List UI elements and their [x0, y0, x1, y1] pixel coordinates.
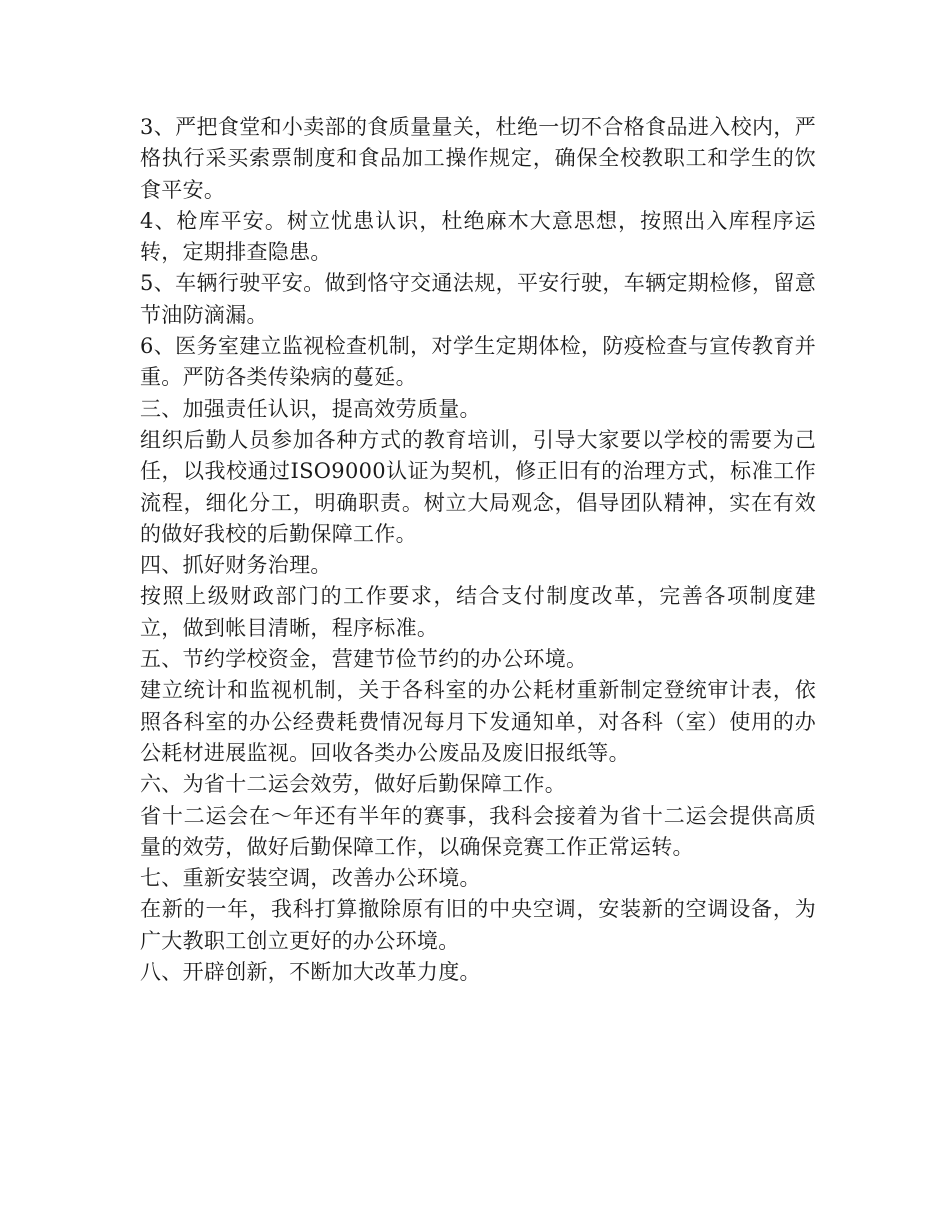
heading-section-6: 六、为省十二运会效劳，做好后勤保障工作。	[140, 772, 566, 797]
paragraph-vehicle-safety: 5、车辆行驶平安。做到恪守交通法规，平安行驶，车辆定期检修，留意节油防滴漏。	[140, 271, 816, 327]
heading-section-3: 三、加强责任认识，提高效劳质量。	[140, 396, 481, 421]
heading-section-4: 四、抓好财务治理。	[140, 553, 332, 578]
heading-section-5: 五、节约学校资金，营建节俭节约的办公环境。	[140, 647, 588, 672]
document-body	[140, 112, 816, 988]
paragraph-clinic-inspection: 6、医务室建立监视检查机制，对学生定期体检，防疫检查与宣传教育并重。严防各类传染病的蔓延。	[140, 334, 816, 390]
heading-section-8: 八、开辟创新，不断加大改革力度。	[140, 960, 481, 985]
paragraph-finance: 按照上级财政部门的工作要求，结合支付制度改革，完善各项制度建立，做到帐目清晰，程序标准。	[140, 584, 816, 640]
paragraph-canteen-food-safety: 3、严把食堂和小卖部的食质量量关，杜绝一切不合格食品进入校内，严格执行采买索票制度和食品加工操作规定，确保全校教职工和学生的饮食平安。	[140, 115, 816, 202]
paragraph-games-support: 省十二运会在～年还有半年的赛事，我科会接着为省十二运会提供高质量的效劳，做好后勤保障工作，以确保竞赛工作正常运转。	[140, 803, 816, 859]
heading-section-7: 七、重新安装空调，改善办公环境。	[140, 866, 481, 891]
paragraph-training: 组织后勤人员参加各种方式的教育培训，引导大家要以学校的需要为己任，以我校通过ISO9000认证为契机，修正旧有的治理方式，标准工作流程，细化分工，明确职责。树立大局观念，倡导团队精神，实在有效的做好我校的后勤保障工作。	[140, 427, 816, 546]
paragraph-office-supplies: 建立统计和监视机制，关于各科室的办公耗材重新制定登统审计表，依照各科室的办公经费耗费情况每月下发通知单，对各科（室）使用的办公耗材进展监视。回收各类办公废品及废旧报纸等。	[140, 678, 816, 765]
paragraph-armory-safety: 4、枪库平安。树立忧患认识，杜绝麻木大意思想，按照出入库程序运转，定期排查隐患。	[140, 208, 816, 265]
paragraph-air-conditioning: 在新的一年，我科打算撤除原有旧的中央空调，安装新的空调设备，为广大教职工创立更好的办公环境。	[140, 897, 816, 953]
